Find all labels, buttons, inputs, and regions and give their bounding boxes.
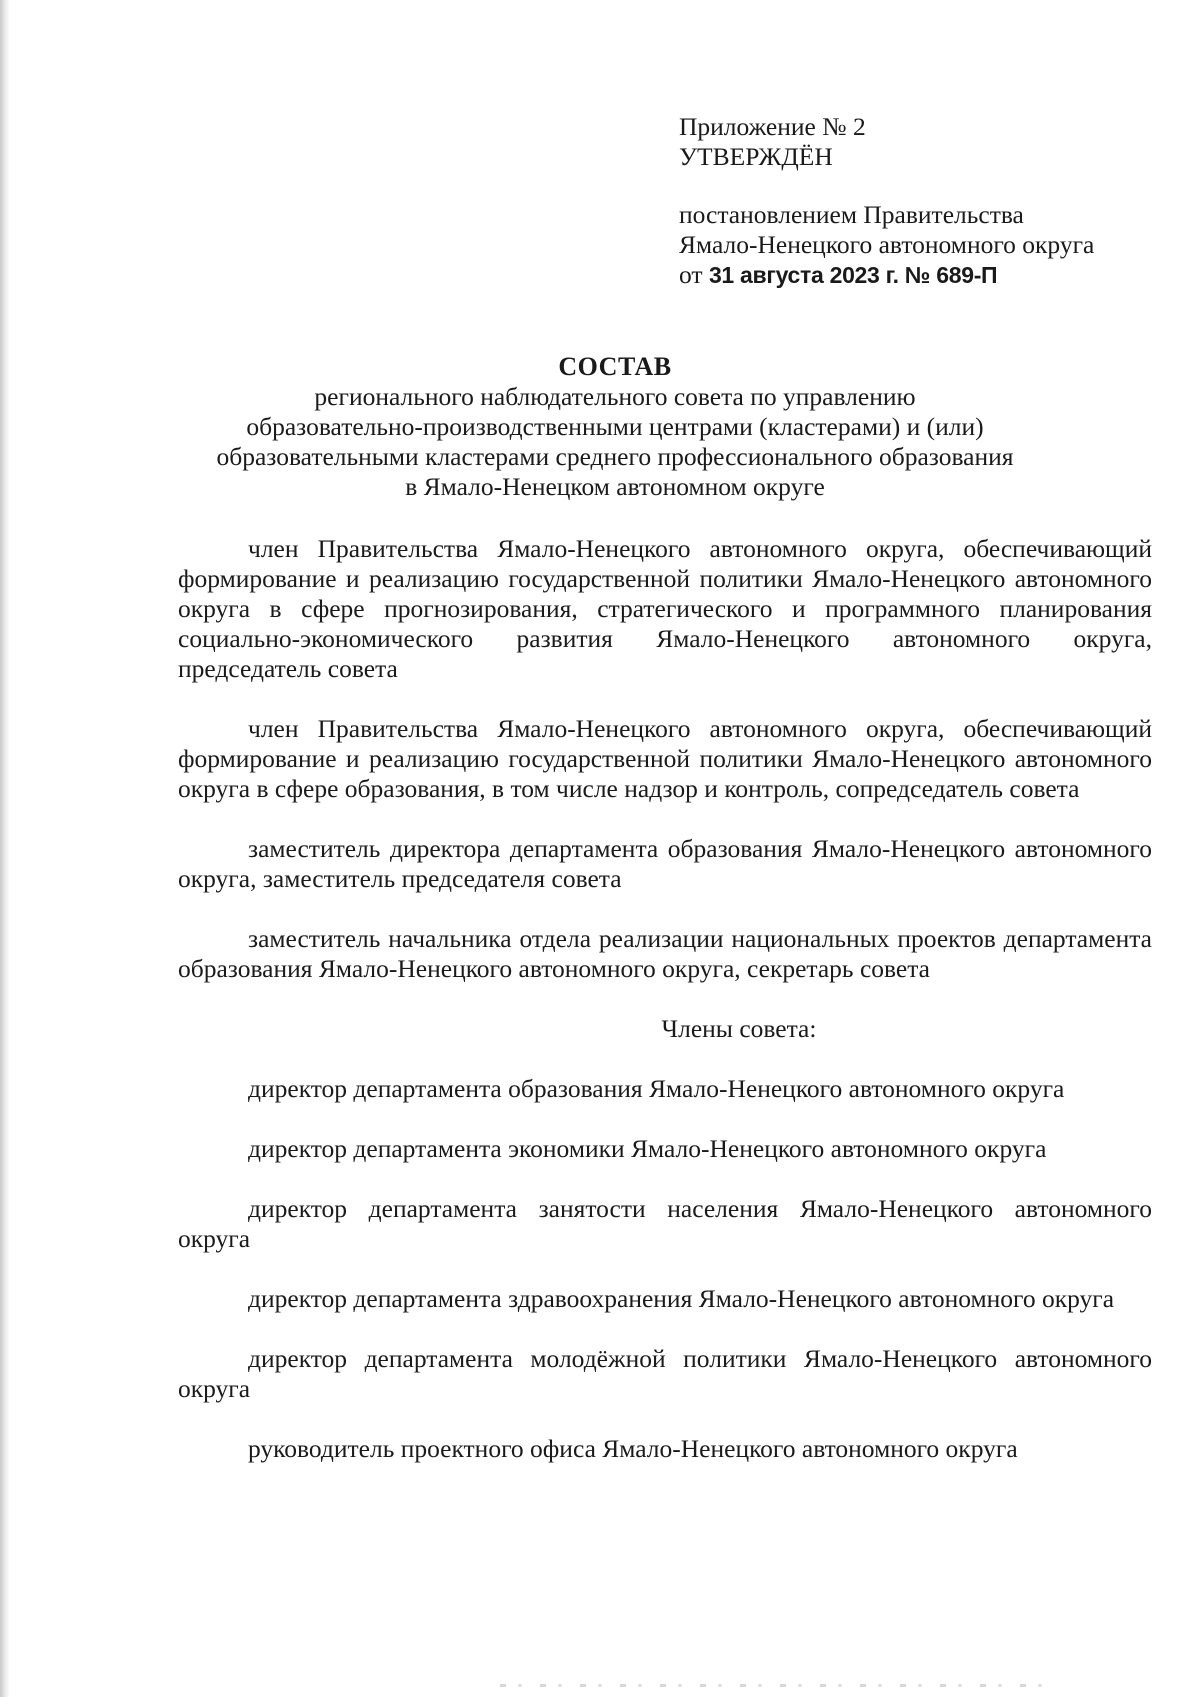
approved-label: УТВЕРЖДЁН bbox=[679, 142, 833, 171]
date-prefix: от bbox=[679, 260, 703, 289]
government-line: Ямало-Ненецкого автономного округа bbox=[679, 230, 1095, 259]
council-composition bbox=[178, 534, 1152, 1494]
council-deputy-chair: заместитель директора департамента образования Ямало-Ненецкого автономного округа, заместитель председателя совета bbox=[178, 834, 1152, 893]
member-item: директор департамента молодёжной политики Ямало-Ненецкого автономного округа bbox=[178, 1344, 1152, 1403]
member-item: директор департамента занятости населения Ямало-Ненецкого автономного округа bbox=[178, 1194, 1152, 1253]
title-line: в Ямало-Ненецком автономном округе bbox=[405, 472, 825, 501]
title-line: образовательными кластерами среднего профессионального образования bbox=[216, 442, 1014, 471]
member-item: директор департамента здравоохранения Ямало-Ненецкого автономного округа bbox=[248, 1284, 1115, 1313]
council-secretary: заместитель начальника отдела реализации национальных проектов департамента образования Ямало-Ненецкого автономного округа, секретарь совета bbox=[178, 924, 1152, 983]
title-line: регионального наблюдательного совета по управлению bbox=[314, 382, 916, 411]
members-heading: Члены совета: bbox=[661, 1014, 817, 1043]
scan-bottom-artifact bbox=[500, 1684, 1060, 1687]
title-line: образовательно-производственными центрами (кластерами) и (или) bbox=[246, 412, 984, 441]
title-heading: СОСТАВ bbox=[558, 352, 672, 381]
council-chair: член Правительства Ямало-Ненецкого автономного округа, обеспечивающий формирование и реализацию государственной политики Ямало-Ненецкого автономного округа в сфере прогнозирования, стратегического и программного планирования социально-экономического развития Ямало-Ненецкого автономного округа, председатель совета bbox=[178, 534, 1152, 683]
appendix-number: Приложение № 2 bbox=[679, 112, 866, 141]
council-co-chair: член Правительства Ямало-Ненецкого автономного округа, обеспечивающий формирование и реализацию государственной политики Ямало-Ненецкого автономного округа в сфере образования, в том числе надзор и контроль, сопредседатель совета bbox=[178, 714, 1152, 803]
stamp-gap bbox=[679, 172, 1159, 200]
member-item: директор департамента экономики Ямало-Ненецкого автономного округа bbox=[248, 1134, 1047, 1163]
resolution-line: постановлением Правительства bbox=[679, 200, 1024, 229]
date-number: 31 августа 2023 г. № 689-П bbox=[708, 262, 998, 288]
document-title bbox=[150, 352, 1080, 502]
approval-stamp bbox=[679, 112, 1159, 290]
scan-edge-shadow bbox=[0, 0, 10, 1697]
member-item: директор департамента образования Ямало-Ненецкого автономного округа bbox=[248, 1074, 1065, 1103]
resolution-date bbox=[679, 260, 1159, 290]
member-item: руководитель проектного офиса Ямало-Ненецкого автономного округа bbox=[248, 1434, 1018, 1463]
